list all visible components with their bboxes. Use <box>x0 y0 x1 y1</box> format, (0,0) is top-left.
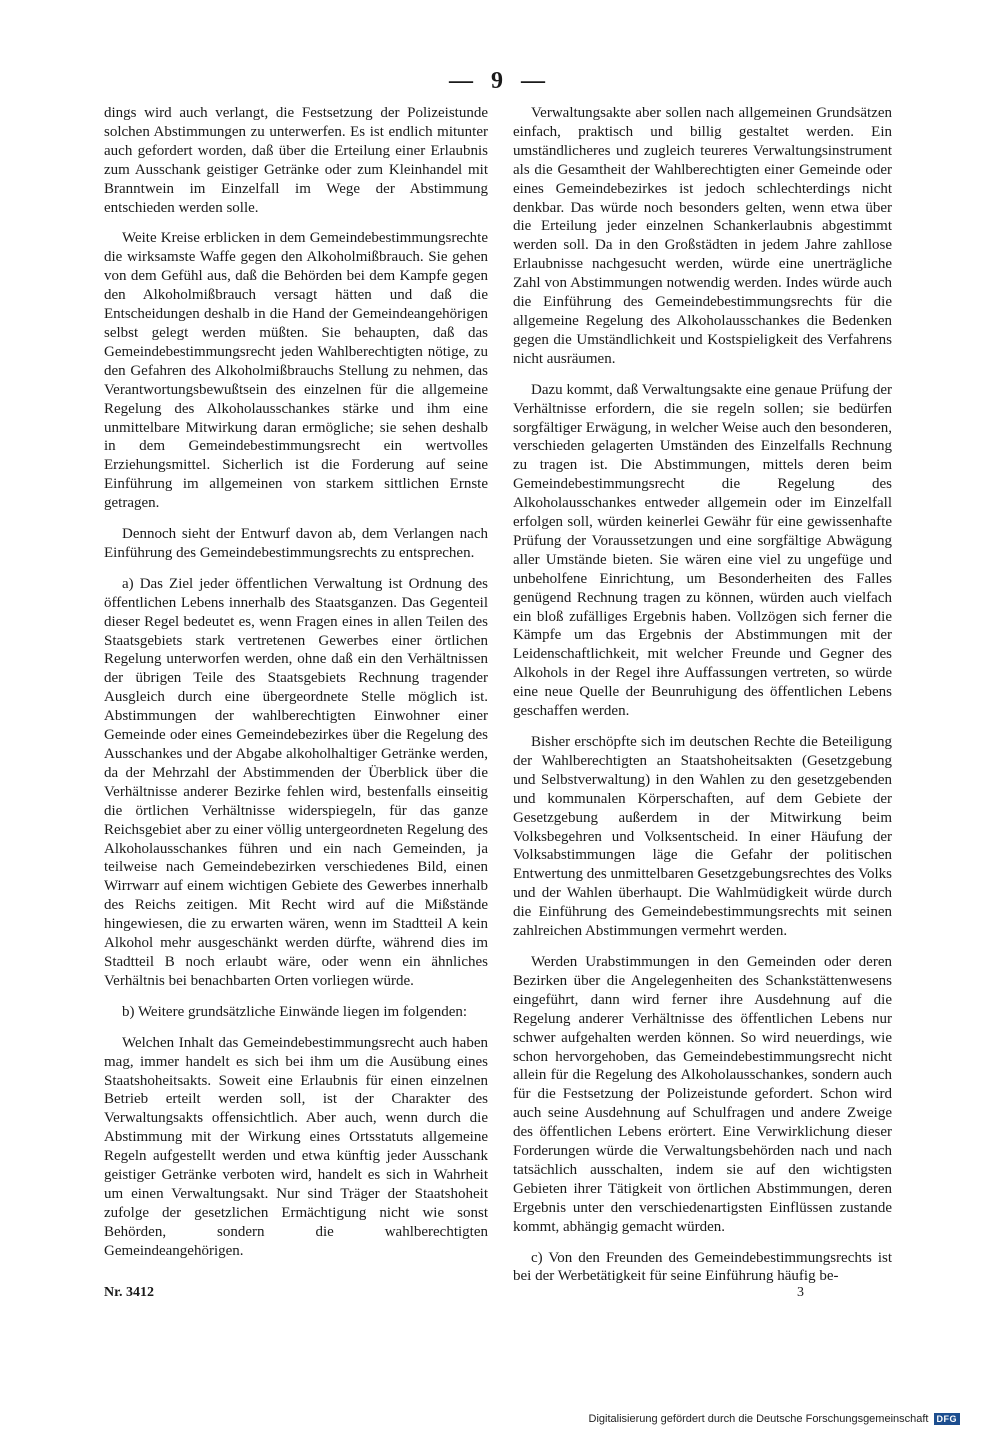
paragraph: Weite Kreise erblicken in dem Gemeindebestimmungsrechte die wirksamste Waffe gegen den Alkoholmißbrauch. Sie gehen von dem Gefühl aus, daß die Behörden bei dem Kampfe gegen den Alkoholmißbrauch versagt hätten und daß die Entscheidungen deshalb in die Hand der Gemeindeangehörigen selbst gelegt werden müßten. Sie behaupten, daß das Gemeindebestimmungsrecht jeden Wahlberechtigten nötige, zu den Gefahren des Alkoholmißbrauchs Stellung zu nehmen, das Verantwortungsbewußtsein des einzelnen für die allgemeine Regelung des Alkoholausschankes stärke und ihm eine unmittelbare Mitwirkung daran ermögliche; sie sehen deshalb in dem Gemeindebestimmungsrecht ein wertvolles Erziehungsmittel. Sicherlich ist die Forderung auf seine Einführung im allgemeinen von starkem sittlichen Ernste getragen. <box>104 230 488 512</box>
paragraph: Verwaltungsakte aber sollen nach allgemeinen Grundsätzen einfach, praktisch und billig gestaltet werden. Ein umständlicheres und zugleich teureres Verwaltungsinstrument als die Gesamtheit der Wahlberechtigten einer Gemeinde oder eines Gemeindebezirkes ist jedoch schlechterdings nicht denkbar. Das würde noch besonders gelten, wenn etwa über die Erteilung jeder einzelnen Schankerlaubnis abgestimmt werden soll. Da in den Großstädten in jedem Jahre zahllose Erlaubnisse nachgesucht werden, würde eine unerträgliche Zahl von Abstimmungen notwendig werden. Indes würde auch die Einführung des Gemeindebestimmungsrechts für die allgemeine Regelung des Alkoholausschankes die Bedenken gegen die Umständlichkeit und Kostspieligkeit des Verfahrens nicht ausräumen. <box>513 105 892 367</box>
dfg-logo-icon: DFG <box>934 1413 961 1425</box>
paragraph: b) Weitere grundsätzliche Einwände liegen im folgenden: <box>122 1003 468 1020</box>
page-number: — 9 — <box>449 68 551 94</box>
paragraph: Dennoch sieht der Entwurf davon ab, dem Verlangen nach Einführung des Gemeindebestimmungsrechts zu entsprechen. <box>104 526 488 561</box>
paragraph: Werden Urabstimmungen in den Gemeinden oder deren Bezirken über die Angelegenheiten des Schankstättenwesens eingeführt, dann wird ferner ihre Ausdehnung auf die Regelung anderer Verhältnisse des öffentlichen Lebens nur schwer aufgehalten werden können. So wird neuerdings, wie schon hervorgehoben, das Gemeindebestimmungsrecht nicht allein für die Regelung des Alkoholausschankes, sondern auch für die Festsetzung der Polizeistunde gefordert. Schon wird auch seine Ausdehnung auf Schulfragen und andere Zweige des öffentlichen Lebens erörtert. Eine Verwirklichung dieser Forderungen würde die Verwaltungsbehörden nach und nach tatsächlich ausschalten, indem sie auf den wichtigsten Gebieten ihrer Tätigkeit von örtlichen Abstimmungen, deren Ergebnis unter den verschiedenartigsten Einflüssen zustande kommt, abhängig gemacht würden. <box>513 953 892 1235</box>
sheet-number: 3 <box>797 1285 804 1300</box>
document-number: Nr. 3412 <box>104 1285 155 1300</box>
left-column <box>104 104 488 1273</box>
paragraph: Welchen Inhalt das Gemeindebestimmungsrecht auch haben mag, immer handelt es sich bei ihm um die Ausübung eines Staatshoheitsakts. Soweit eine Erlaubnis für einen einzelnen Betrieb erteilt werden soll, ist der Charakter des Verwaltungsakts offensichtlich. Aber auch, wenn durch die Abstimmung mit der Wirkung eines Ortsstatuts allgemeine Regeln aufgestellt werden und etwa künftig jeder Ausschank geistiger Getränke verboten wird, handelt es sich in Wahrheit um einen Verwaltungsakt. Nur sind Träger der Staatshoheit zufolge der gesetzlichen Ermächtigung nicht wie sonst Behörden, sondern die wahlberechtigten Gemeindeangehörigen. <box>104 1034 488 1259</box>
digitization-credit <box>589 1413 960 1425</box>
right-column <box>513 104 892 1298</box>
paragraph: a) Das Ziel jeder öffentlichen Verwaltung ist Ordnung des öffentlichen Lebens innerhalb des Staatsganzen. Das Gegenteil dieser Regel bedeutet es, wenn Fragen eines in allen Teilen des Staatsgebiets stark vertretenen Gewerbes einer örtlichen Regelung unterworfen werden, ohne daß ein den Verhältnissen der übrigen Teile des Staatsgebiets Rechnung tragender Ausgleich durch eine übergeordnete Stelle möglich ist. Abstimmungen der wahlberechtigten Einwohner einer Gemeinde oder eines Gemeindebezirkes über die Regelung des Ausschankes und der Abgabe alkoholhaltiger Getränke werden, da der Mehrzahl der Abstimmenden der Überblick über die Verhältnisse anderer Bezirke fehlen wird, bestenfalls einseitig die örtlichen Verhältnisse widerspiegeln, für das ganze Reichsgebiet aber zu einer völlig untergeordneten Regelung des Alkoholausschankes führen und ein nach Gemeinden, ja teilweise nach Gemeindebezirken verschiedenes Bild, einen Wirrwarr auf einem wichtigen Gebiete des Gewerbes innerhalb des Reichs zeitigen. Mit Recht wird auf die Mißstände hingewiesen, die zu erwarten wären, wenn im Stadtteil A kein Alkohol mehr ausgeschänkt werden dürfte, während dies im Stadtteil B noch erlaubt wäre, oder wenn ein ähnliches Verhältnis bei benachbarten Orten vorliegen würde. <box>104 575 488 989</box>
paragraph: c) Von den Freunden des Gemeindebestimmungsrechts ist bei der Werbetätigkeit für seine Einführung häufig be- <box>513 1249 892 1285</box>
credit-text: Digitalisierung gefördert durch die Deutsche Forschungsgemeinschaft <box>588 1413 929 1425</box>
paragraph: Dazu kommt, daß Verwaltungsakte eine genaue Prüfung der Verhältnisse erfordern, die sie regeln sollen; sie bedürfen sorgfältiger Erwägung, in welcher Weise auch den besonderen, verschieden gelagerten Umständen des Einzelfalls Rechnung zu tragen ist. Die Abstimmungen, mittels deren beim Gemeindebestimmungsrecht die Regelung des Alkoholausschankes entweder allgemein oder im Einzelfall erfolgen soll, würden keinerlei Gewähr für eine gewissenhafte Prüfung der Voraussetzungen und eine sorgfältige Abwägung aller Umstände bieten. Sie wären eine viel zu ungefüge und unbeholfene Einrichtung, um Besonderheiten des Falles genügend Rechnung tragen zu können, würden auch vielfach ein bloß zufälliges Ergebnis haben. Vollzögen sich ferner die Kämpfe um das Ergebnis der Abstimmungen mit der Leidenschaftlichkeit, mit welcher Freunde und Gegner des Alkohols in der Regel ihre Auffassungen vertreten, so würde eine neue Quelle der Beunruhigung des öffentlichen Lebens geschaffen werden. <box>513 381 892 720</box>
paragraph: dings wird auch verlangt, die Festsetzung der Polizeistunde solchen Abstimmungen zu unterwerfen. Es ist endlich mitunter auch gefordert worden, daß über die Erteilung einer Erlaubnis zum Ausschank geistiger Getränke oder zum Kleinhandel mit Branntwein im Einzelfall im Wege der Abstimmung entschieden werden solle. <box>104 105 488 216</box>
paragraph: Bisher erschöpfte sich im deutschen Rechte die Beteiligung der Wahlberechtigten an Staatshoheitsakten (Gesetzgebung und Selbstverwaltung) in den Wahlen zu den gesetzgebenden und kommunalen Körperschaften, auf dem Gebiete der Gesetzgebung außerdem in der Mitwirkung beim Volksbegehren und Volksentscheid. In einer Häufung der Volksabstimmungen läge die Gefahr der politischen Entwertung des unmittelbaren Gesetzgebungsrechtes des Volks und der Wahlen überhaupt. Die Wahlmüdigkeit würde durch die Einführung des Gemeindebestimmungsrechts mit seinen zahlreichen Abstimmungen vermehrt werden. <box>513 734 892 940</box>
